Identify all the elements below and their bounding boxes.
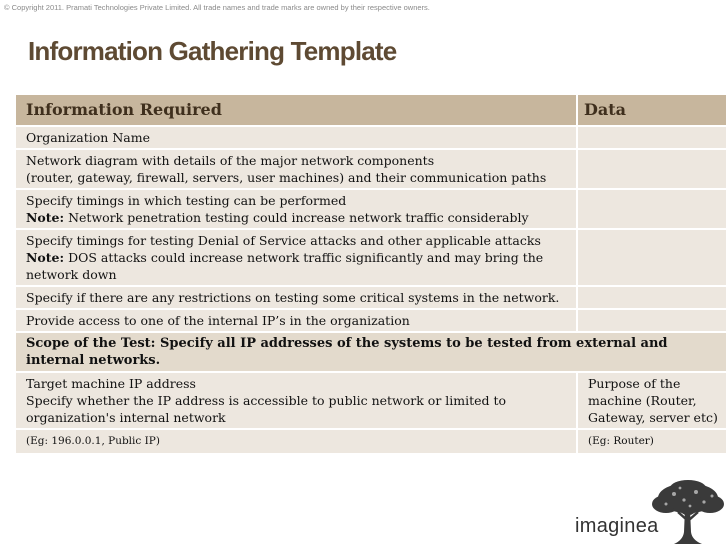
- row-text: Specify if there are any restrictions on testing some critical systems in the network.: [26, 290, 560, 305]
- table-row: [16, 286, 726, 309]
- note-text: Network penetration testing could increase network traffic considerably: [68, 210, 529, 225]
- scope-of-test: [16, 332, 726, 372]
- table-row: [16, 309, 726, 332]
- data-cell[interactable]: [577, 286, 726, 309]
- row-restrictions: [16, 286, 577, 309]
- note-text: network down: [26, 267, 117, 282]
- data-cell[interactable]: [577, 229, 726, 286]
- row-target-machine: [16, 372, 577, 429]
- example-ip: (Eg: 196.0.0.1, Public IP): [16, 429, 577, 454]
- purpose-text: Gateway, server etc): [588, 410, 718, 425]
- note-label: Note:: [26, 210, 65, 225]
- data-cell[interactable]: [577, 309, 726, 332]
- data-cell[interactable]: [577, 126, 726, 149]
- scope-text: internal networks.: [26, 353, 161, 368]
- scope-text: Scope of the Test: Specify all IP addresses of the systems to be tested from external and: [26, 336, 668, 351]
- row-text: Specify whether the IP address is accessible to public network or limited to: [26, 393, 507, 408]
- table-row: [16, 189, 726, 229]
- data-cell[interactable]: [577, 149, 726, 189]
- row-note: [26, 209, 570, 226]
- information-table: [16, 95, 726, 455]
- row-text: organization's internal network: [26, 410, 226, 425]
- row-text: Specify timings for testing Denial of Service attacks and other applicable attacks: [26, 233, 541, 248]
- header-data: Data: [577, 95, 726, 126]
- row-text: Provide access to one of the internal IP’s in the organization: [26, 313, 410, 328]
- target-purpose-cell: [577, 372, 726, 429]
- note-label: Note:: [26, 250, 65, 265]
- table-row: [16, 229, 726, 286]
- row-internal-ip-access: [16, 309, 577, 332]
- slide-title: Information Gathering Template: [28, 36, 397, 66]
- table-row: [16, 149, 726, 189]
- row-testing-timings: [16, 189, 577, 229]
- note-text: DOS attacks could increase network traffic significantly and may bring the: [68, 250, 544, 265]
- table-row: [16, 126, 726, 149]
- imaginea-logo-text: imaginea: [575, 515, 659, 537]
- table-row: [16, 372, 726, 429]
- example-row: [16, 429, 726, 454]
- scope-row: [16, 332, 726, 372]
- row-note: [26, 249, 570, 266]
- data-cell[interactable]: [577, 189, 726, 229]
- row-text: (router, gateway, firewall, servers, user machines) and their communication paths: [26, 170, 547, 185]
- row-text: Specify timings in which testing can be performed: [26, 193, 347, 208]
- row-text: Network diagram with details of the major network components: [26, 153, 435, 168]
- row-text: Target machine IP address: [26, 376, 196, 391]
- row-organization-name: [16, 126, 577, 149]
- tree-logo-icon: [650, 480, 726, 546]
- row-text: Organization Name: [26, 130, 150, 145]
- purpose-text: Purpose of the: [588, 376, 681, 391]
- row-dos-timings: [16, 229, 577, 286]
- purpose-text: machine (Router,: [588, 393, 697, 408]
- header-information-required: Information Required: [16, 95, 577, 126]
- table-header-row: [16, 95, 726, 126]
- example-purpose: (Eg: Router): [577, 429, 726, 454]
- copyright-notice: © Copyright 2011. Pramati Technologies Private Limited. All trade names and trade marks are owned by their respective owners.: [4, 3, 430, 12]
- row-network-diagram: [16, 149, 577, 189]
